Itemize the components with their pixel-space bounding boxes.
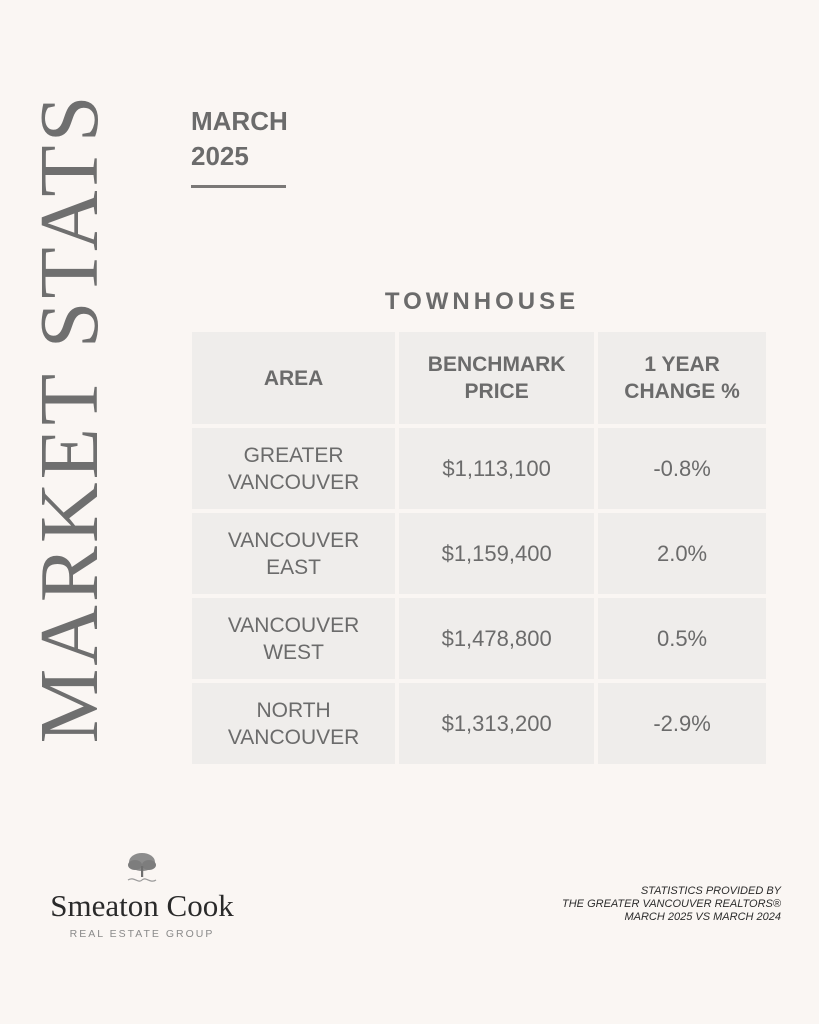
table-header-row	[192, 332, 766, 424]
price-cell: $1,478,800	[399, 598, 594, 679]
area-cell	[192, 683, 395, 764]
area-line2: WEST	[263, 640, 324, 664]
change-cell: 0.5%	[598, 598, 766, 679]
area-line1: GREATER	[243, 443, 344, 467]
side-title: MARKET STATS	[23, 92, 116, 744]
report-year: 2025	[191, 141, 249, 171]
header-price-line1: BENCHMARK	[427, 353, 566, 376]
brand-name: Smeaton Cook	[50, 888, 234, 923]
source-line1: STATISTICS PROVIDED BY	[640, 885, 781, 897]
price-cell: $1,113,100	[399, 428, 594, 509]
brand-logo	[42, 852, 242, 940]
area-line1: NORTH	[256, 698, 331, 722]
header-change-line2: CHANGE %	[624, 380, 740, 403]
change-cell: -0.8%	[598, 428, 766, 509]
area-line1: VANCOUVER	[227, 528, 360, 552]
price-cell: $1,313,200	[399, 683, 594, 764]
source-line3: MARCH 2025 VS MARCH 2024	[624, 911, 781, 923]
header-price-line2: PRICE	[464, 380, 529, 403]
source-line2: THE GREATER VANCOUVER REALTORS®	[562, 898, 781, 910]
table-row	[192, 598, 766, 679]
report-month: MARCH	[191, 106, 288, 136]
area-line2: EAST	[266, 555, 321, 579]
table-row	[192, 513, 766, 594]
area-cell	[192, 598, 395, 679]
table-row	[192, 683, 766, 764]
area-cell	[192, 428, 395, 509]
price-cell: $1,159,400	[399, 513, 594, 594]
source-note	[562, 885, 781, 924]
change-cell: 2.0%	[598, 513, 766, 594]
header-change-line1: 1 YEAR	[644, 353, 720, 376]
report-date	[191, 104, 288, 174]
stats-table	[188, 328, 770, 768]
header-change	[598, 332, 766, 424]
header-price	[399, 332, 594, 424]
header-area	[192, 332, 395, 424]
area-cell	[192, 513, 395, 594]
date-underline	[191, 185, 286, 188]
change-cell: -2.9%	[598, 683, 766, 764]
tree-icon	[122, 852, 162, 886]
area-line1: VANCOUVER	[227, 613, 360, 637]
section-title: TOWNHOUSE	[384, 288, 580, 315]
area-line2: VANCOUVER	[227, 470, 360, 494]
area-line2: VANCOUVER	[227, 725, 360, 749]
table-row	[192, 428, 766, 509]
brand-subtitle: REAL ESTATE GROUP	[69, 928, 215, 940]
header-area-label: AREA	[263, 366, 324, 390]
